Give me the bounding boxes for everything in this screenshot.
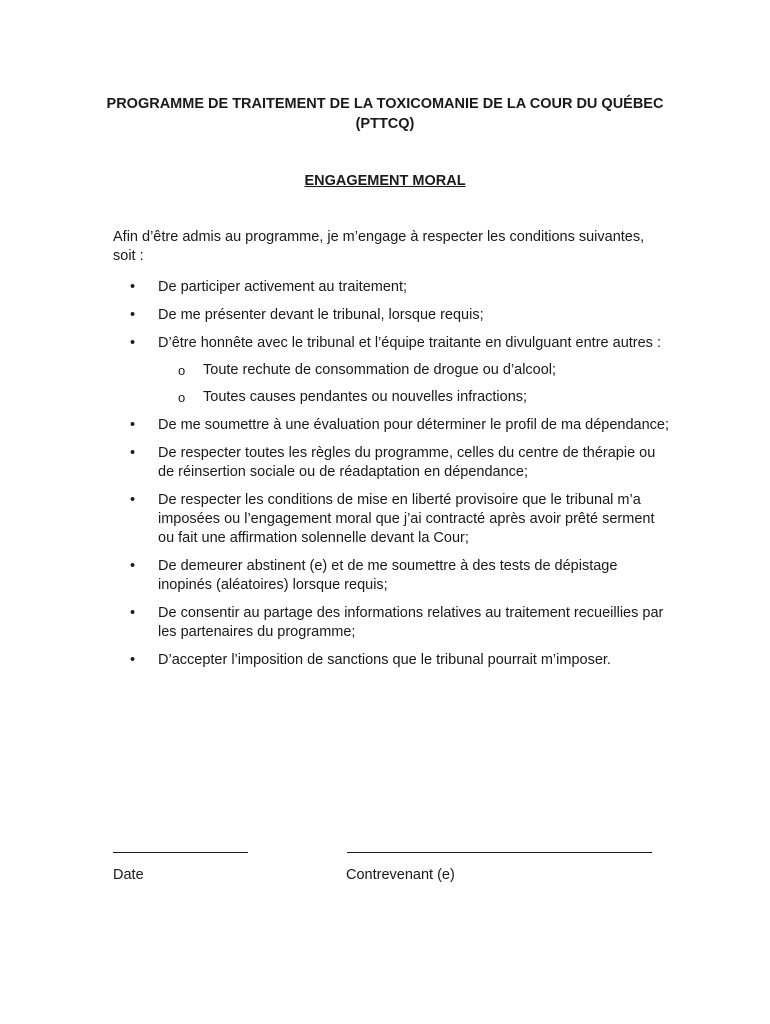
sub-list-item xyxy=(158,388,673,407)
list-item-text: De respecter les conditions de mise en liberté provisoire que le tribunal m’a imposées ou l’engagement moral que j’ai contracté après avoir prêté serment ou fait une affirmation solennelle devant la Cour; xyxy=(158,492,655,546)
bullet-icon: • xyxy=(130,445,136,461)
signer-signature-line xyxy=(347,852,652,853)
list-item-text: D’accepter l’imposition de sanctions que le tribunal pourrait m’imposer. xyxy=(158,652,611,668)
list-item xyxy=(113,491,673,548)
bullet-icon: • xyxy=(130,279,136,295)
list-item-text: De demeurer abstinent (e) et de me soumettre à des tests de dépistage inopinés (aléatoires) lorsque requis; xyxy=(158,558,618,593)
signer-label: Contrevenant (e) xyxy=(346,867,455,883)
list-item xyxy=(113,557,673,595)
list-item-text: De me soumettre à une évaluation pour déterminer le profil de ma dépendance; xyxy=(158,417,670,433)
bullet-icon: • xyxy=(130,492,136,508)
list-item xyxy=(113,416,673,435)
bullet-icon: • xyxy=(130,605,136,621)
sub-list-item-text: Toute rechute de consommation de drogue ou d’alcool; xyxy=(203,362,557,378)
date-signature-line xyxy=(113,852,248,853)
list-item xyxy=(113,651,673,670)
list-item xyxy=(113,278,673,297)
date-label: Date xyxy=(113,867,144,883)
circle-bullet-icon: o xyxy=(178,363,186,378)
list-item-text: De respecter toutes les règles du programme, celles du centre de thérapie ou de réinsertion sociale ou de réadaptation en dépendance; xyxy=(158,445,656,480)
sub-list-item xyxy=(158,361,673,380)
circle-bullet-icon: o xyxy=(178,390,186,405)
list-item xyxy=(113,334,673,407)
bullet-icon: • xyxy=(130,652,136,668)
list-item-text: De me présenter devant le tribunal, lorsque requis; xyxy=(158,307,484,323)
list-item-text: De consentir au partage des informations relatives au traitement recueillies par les partenaires du programme; xyxy=(158,605,664,640)
list-item-text: D’être honnête avec le tribunal et l’équipe traitante en divulguant entre autres : xyxy=(158,335,661,351)
bullet-icon: • xyxy=(130,307,136,323)
bullet-icon: • xyxy=(130,558,136,574)
bullet-icon: • xyxy=(130,417,136,433)
disclosure-sublist xyxy=(158,361,673,407)
conditions-list xyxy=(113,278,673,679)
list-item xyxy=(113,306,673,325)
document-subtitle: ENGAGEMENT MORAL xyxy=(304,173,466,189)
intro-paragraph: Afin d’être admis au programme, je m’engage à respecter les conditions suivantes, soit : xyxy=(113,229,645,264)
list-item xyxy=(113,444,673,482)
sub-list-item-text: Toutes causes pendantes ou nouvelles infractions; xyxy=(203,389,528,405)
list-item xyxy=(113,604,673,642)
bullet-icon: • xyxy=(130,335,136,351)
document-title: PROGRAMME DE TRAITEMENT DE LA TOXICOMANIE DE LA COUR DU QUÉBEC (PTTCQ) xyxy=(106,96,664,132)
list-item-text: De participer activement au traitement; xyxy=(158,279,408,295)
